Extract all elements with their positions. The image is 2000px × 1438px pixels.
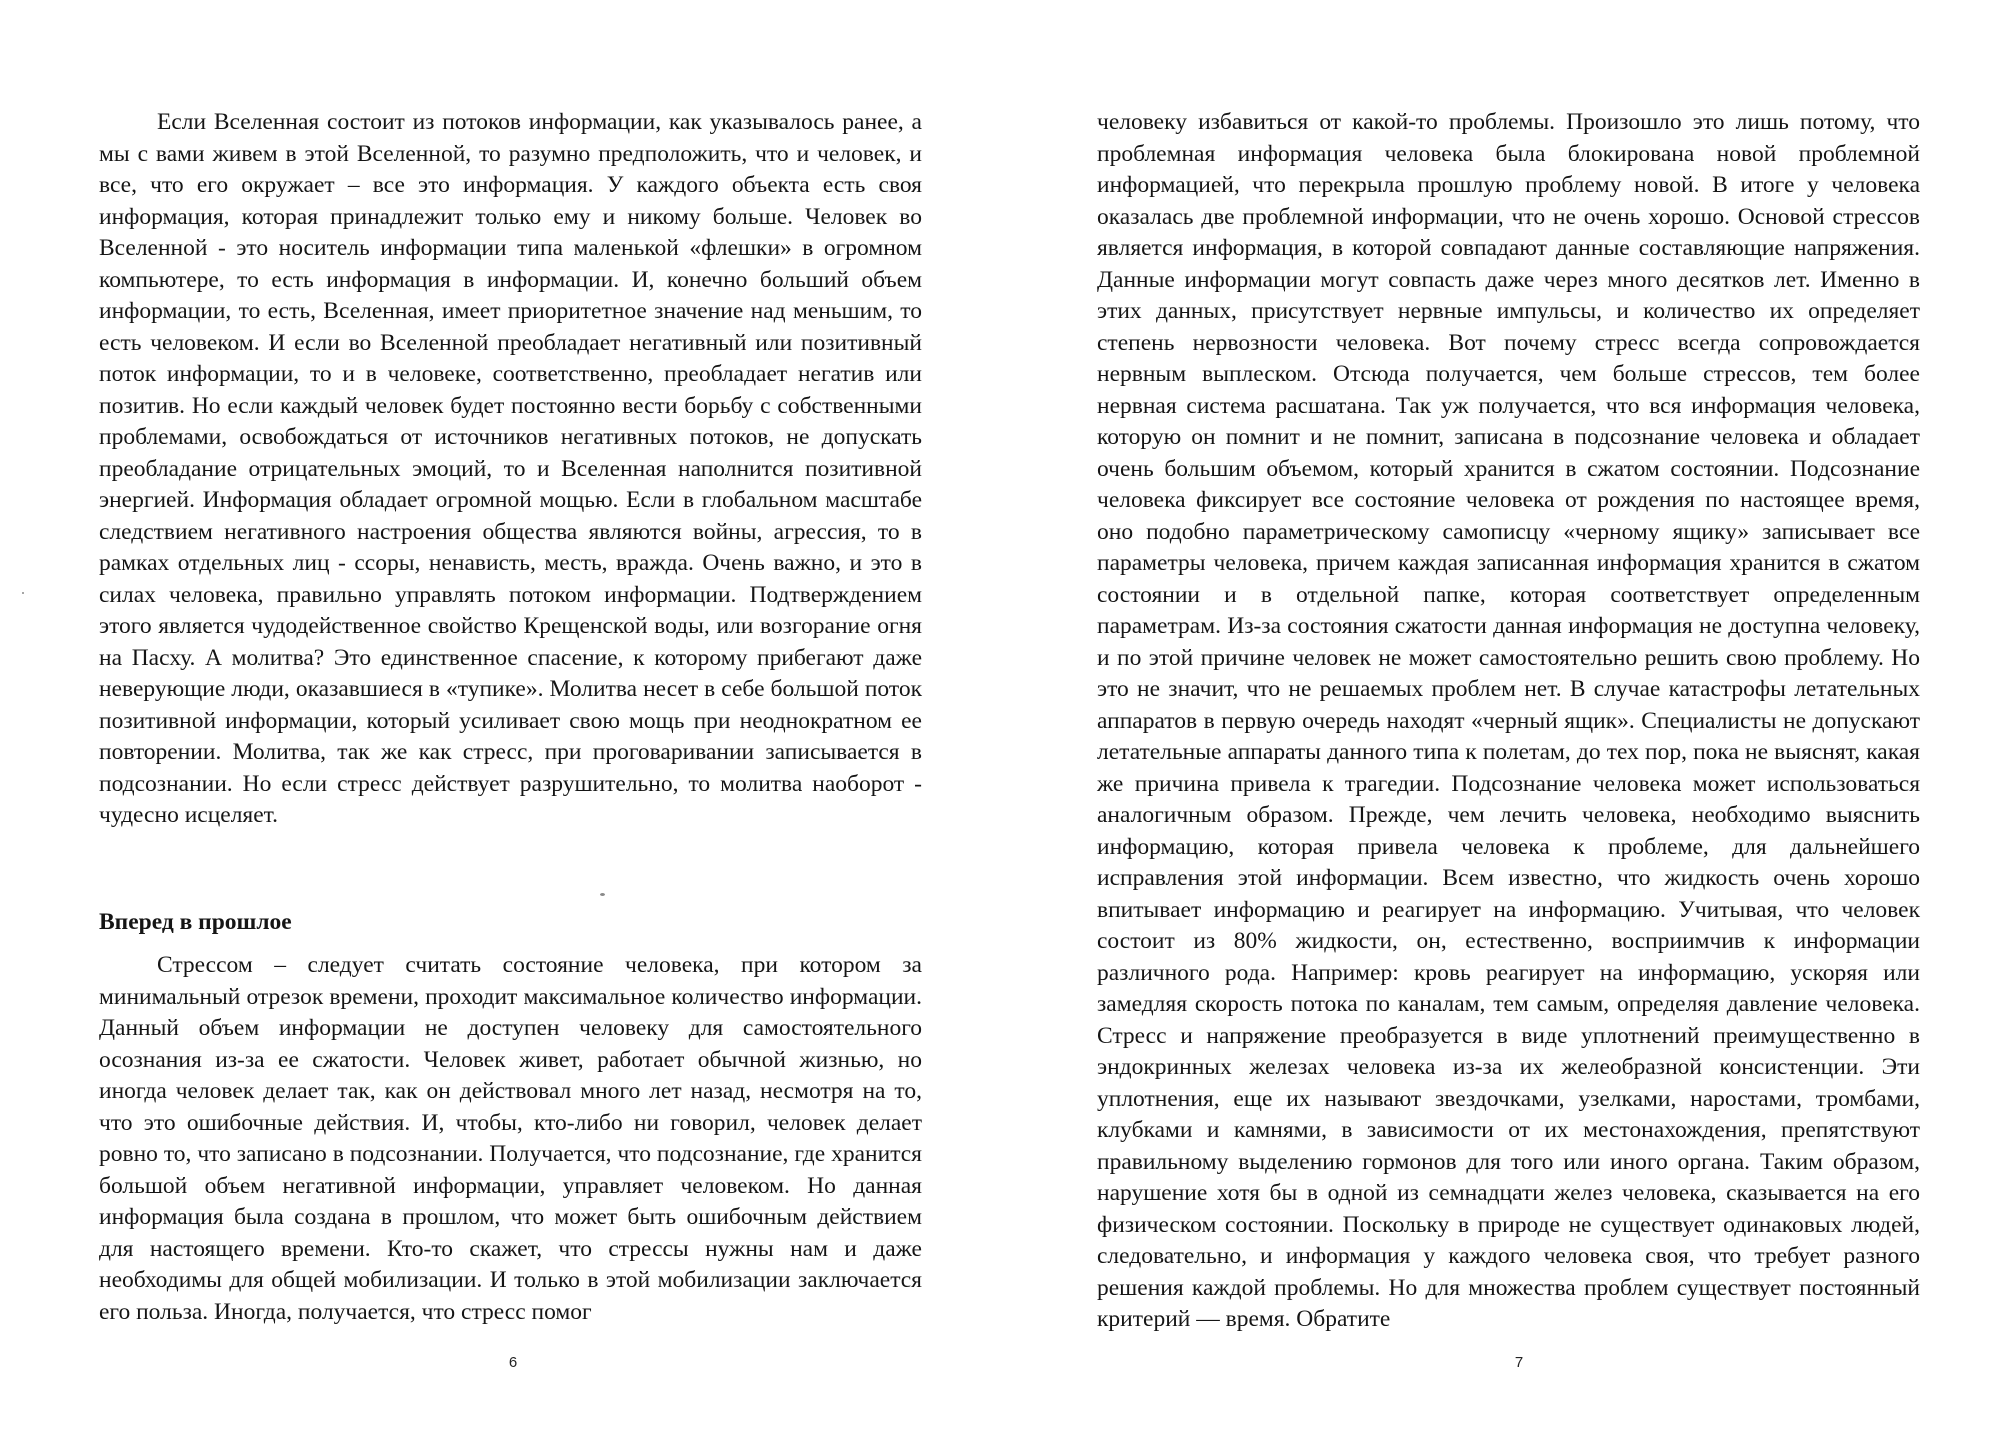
right-page <box>1000 0 2000 1438</box>
page-number-right: 7 <box>1514 1354 1524 1371</box>
left-page-paragraph-1: Если Вселенная состоит из потоков информации, как указывалось ранее, а мы с вами живем в этой Вселенной, то разумно предположить, что и человек, и все, что его окружает – все это информация. У каждого объекта есть своя информация, которая принадлежит только ему и никому больше. Человек во Вселенной - это носитель информации типа маленькой «флешки» в огромном компьютере, то есть информация в информации. И, конечно больший объем информации, то есть, Вселенная, имеет приоритетное значение над меньшим, то есть человеком. И если во Вселенной преобладает негативный или позитивный поток информации, то и в человеке, соответственно, преобладает негатив или позитив. Но если каждый человек будет постоянно вести борьбу с собственными проблемами, освобождаться от источников негативных потоков, не допускать преобладание отрицательных эмоций, то и Вселенная наполнится позитивной энергией. Информация обладает огромной мощью. Если в глобальном масштабе следствием негативного настроения общества являются войны, агрессия, то в рамках отдельных лиц - ссоры, ненависть, месть, вражда. Очень важно, и это в силах человека, правильно управлять потоком информации. Подтверждением этого является чудодейственное свойство Крещенской воды, или возгорание огня на Пасху. А молитва? Это единственное спасение, к которому прибегают даже неверующие люди, оказавшиеся в «тупике». Молитва несет в себе большой поток позитивной информации, который усиливает свою мощь при неоднократном ее повторении. Молитва, так же как стресс, при проговаривании записывается в подсознании. Но если стресс действует разрушительно, то молитва наоборот - чудесно исцеляет. <box>99 109 922 828</box>
left-page-paragraph-2: Стрессом – следует считать состояние человека, при котором за минимальный отрезок времени, проходит максимальное количество информации. Данный объем информации не доступен человеку для самостоятельного осознания из-за ее сжатости. Человек живет, работает обычной жизнью, но иногда человек делает так, как он действовал много лет назад, несмотря на то, что это ошибочные действия. И, чтобы, кто-либо ни говорил, человек делает ровно то, что записано в подсознании. Получается, что подсознание, где хранится большой объем негативной информации, управляет человеком. Но данная информация была создана в прошлом, что может быть ошибочным действием для настоящего времени. Кто-то скажет, что стрессы нужны нам и даже необходимы для общей мобилизации. И только в этой мобилизации заключается его польза. Иногда, получается, что стресс помог <box>99 952 922 1325</box>
paper-speck <box>600 893 605 896</box>
paper-speck <box>22 592 24 594</box>
left-page-text-block-1 <box>99 107 922 832</box>
right-page-text-block-1 <box>1097 107 1920 1336</box>
section-heading: Вперед в прошлое <box>99 909 292 935</box>
page-number-left: 6 <box>508 1354 518 1371</box>
left-page-text-block-2 <box>99 950 922 1328</box>
right-page-paragraph-1: человеку избавиться от какой-то проблемы. Произошло это лишь потому, что проблемная информация человека была блокирована новой проблемной информацией, что перекрыла прошлую проблему новой. В итоге у человека оказалась две проблемной информации, что не очень хорошо. Основой стрессов является информация, в которой совпадают данные составляющие напряжения. Данные информации могут совпасть даже через много десятков лет. Именно в этих данных, присутствует нервные импульсы, и количество их определяет степень нервозности человека. Вот почему стресс всегда сопровождается нервным выплеском. Отсюда получается, чем больше стрессов, тем более нервная система расшатана. Так уж получается, что вся информация человека, которую он помнит и не помнит, записана в подсознание человека и обладает очень большим объемом, который хранится в сжатом состоянии. Подсознание человека фиксирует все состояние человека от рождения по настоящее время, оно подобно параметрическому самописцу «черному ящику» записывает все параметры человека, причем каждая записанная информация хранится в сжатом состоянии и в отдельной папке, которая соответствует определенным параметрам. Из-за состояния сжатости данная информация не доступна человеку, и по этой причине человек не может самостоятельно решить свою проблему. Но это не значит, что не решаемых проблем нет. В случае катастрофы летательных аппаратов в первую очередь находят «черный ящик». Специалисты не допускают летательные аппараты данного типа к полетам, до тех пор, пока не выяснят, какая же причина привела к трагедии. Подсознание человека может использоваться аналогичным образом. Прежде, чем лечить человека, необходимо выяснить информацию, которая привела человека к проблеме, для дальнейшего исправления этой информации. Всем известно, что жидкость очень хорошо впитывает информацию и реагирует на информацию. Учитывая, что человек состоит из 80% жидкости, он, естественно, восприимчив к информации различного рода. Например: кровь реагирует на информацию, ускоряя или замедляя скорость потока по каналам, тем самым, определяя давление человека. Стресс и напряжение преобразуется в виде уплотнений преимущественно в эндокринных железах человека из-за их желеобразной консистенции. Эти уплотнения, еще их называют звездочками, узелками, наростами, тромбами, клубками и камнями, в зависимости от их местонахождения, препятствуют правильному выделению гормонов для того или иного органа. Таким образом, нарушение хотя бы в одной из семнадцати желез человека, сказывается на его физическом состоянии. Поскольку в природе не существует одинаковых людей, следовательно, и информация у каждого человека своя, что требует разного решения каждой проблемы. Но для множества проблем существует постоянный критерий — время. Обратите <box>1097 109 1920 1332</box>
